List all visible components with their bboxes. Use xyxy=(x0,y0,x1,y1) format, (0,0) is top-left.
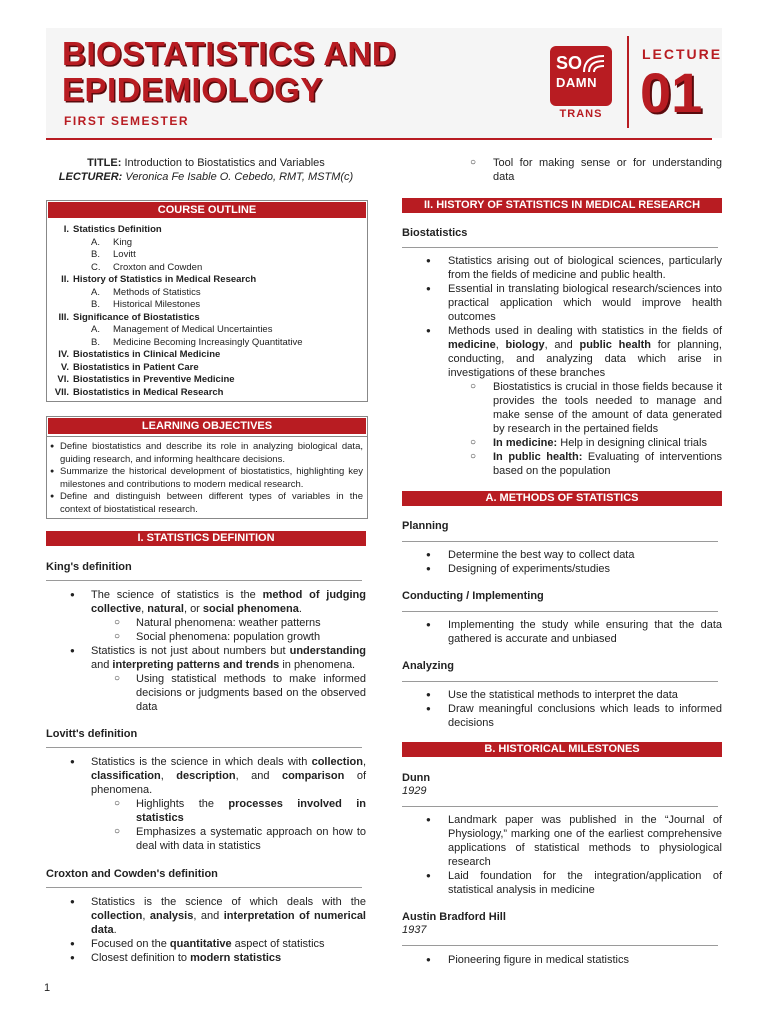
logo-line-1: SO xyxy=(556,53,583,73)
list-item: ● Define and distinguish between different types of variables in the context of biostatistical research. xyxy=(47,491,363,516)
list-item: ○ Biostatistics is crucial in those fields because it provides the tools needed to manage and make sense of the amount of data generated by research in the pertained fields xyxy=(402,380,722,436)
conducting-title: Conducting / Implementing xyxy=(402,590,544,602)
hill-title: Austin Bradford Hill xyxy=(402,911,506,923)
title-value: Introduction to Biostatistics and Variables xyxy=(124,157,325,169)
list-item: ○ Highlights the processes involved in statistics xyxy=(46,797,366,825)
lecturer-value: Veronica Fe Isable O. Cebedo, RMT, MSTM(c) xyxy=(125,171,354,183)
hill-rule xyxy=(402,945,718,946)
planning-list xyxy=(402,548,722,576)
analyzing-list xyxy=(402,688,722,730)
page-number: 1 xyxy=(44,982,51,994)
outline-subitem: A. Methods of Statistics xyxy=(91,286,201,298)
learning-objectives-list xyxy=(47,437,367,516)
list-item: ○ Tool for making sense or for understanding data xyxy=(402,156,722,184)
learning-objectives-heading: LEARNING OBJECTIVES xyxy=(48,418,366,434)
list-item: ● Determine the best way to collect data xyxy=(402,548,722,562)
outline-item: VII. Biostatistics in Medical Research xyxy=(54,386,224,398)
methods-heading: A. METHODS OF STATISTICS xyxy=(402,491,722,506)
list-item: ● Landmark paper was published in the “Journal of Physiology,” marking one of the earliest comprehensive applications of statistical methods to physiological research xyxy=(402,813,722,869)
outline-item: I. Statistics Definition xyxy=(63,224,162,235)
list-item: ● Statistics arising out of biological sciences, particularly from the fields of medicine and public health. xyxy=(402,254,722,282)
list-item: ● Define biostatistics and describe its role in analyzing biological data, guiding research, and informing healthcare decisions. xyxy=(47,441,363,466)
list-item: ● Focused on the quantitative aspect of statistics xyxy=(46,937,366,951)
semester-label: FIRST SEMESTER xyxy=(64,114,190,128)
hill-list xyxy=(402,953,722,967)
dunn-year: 1929 xyxy=(402,785,427,797)
lecture-number: 01 xyxy=(640,61,703,124)
lovitt-rule xyxy=(46,747,362,748)
lovitt-title: Lovitt's definition xyxy=(46,728,138,740)
list-item: ● Essential in translating biological research/sciences into practical application which would improve health outcomes xyxy=(402,282,722,324)
title-label: TITLE: xyxy=(87,157,122,169)
dunn-title: Dunn xyxy=(402,772,431,784)
outline-item: III. Significance of Biostatistics xyxy=(58,311,200,323)
learning-objectives-box xyxy=(46,416,368,519)
dunn-list xyxy=(402,813,722,897)
list-item: ● Laid foundation for the integration/application of statistical analysis in medicine xyxy=(402,869,722,897)
outline-item: II. History of Statistics in Medical Research xyxy=(61,274,257,285)
biostatistics-rule xyxy=(402,247,718,248)
course-outline-heading: COURSE OUTLINE xyxy=(48,202,366,218)
list-item: ● The science of statistics is the method of judging collective, natural, or social phenomena. xyxy=(46,588,366,616)
analyzing-title: Analyzing xyxy=(402,660,454,672)
list-item: ● Designing of experiments/studies xyxy=(402,562,722,576)
section-1-heading: I. STATISTICS DEFINITION xyxy=(46,531,366,546)
conducting-list xyxy=(402,618,722,646)
lovitt-list xyxy=(46,755,366,853)
hill-year: 1937 xyxy=(402,924,427,936)
croxton-title: Croxton and Cowden's definition xyxy=(46,868,218,880)
croxton-rule xyxy=(46,887,362,888)
dunn-rule xyxy=(402,806,718,807)
list-item: ● Pioneering figure in medical statistics xyxy=(402,953,722,967)
meta-title xyxy=(46,156,366,170)
header-divider xyxy=(627,36,629,128)
list-item: ○ Emphasizes a systematic approach on how to deal with data in statistics xyxy=(46,825,366,853)
list-item: ● Draw meaningful conclusions which leads to informed decisions xyxy=(402,702,722,730)
biostatistics-list xyxy=(402,254,722,478)
king-title: King's definition xyxy=(46,561,132,573)
lecturer-label: LECTURER: xyxy=(58,171,123,183)
milestones-heading: B. HISTORICAL MILESTONES xyxy=(402,742,722,757)
outline-subitem: C. Croxton and Cowden xyxy=(91,261,203,273)
outline-item: IV. Biostatistics in Clinical Medicine xyxy=(58,349,221,360)
planning-title: Planning xyxy=(402,520,449,532)
croxton-list xyxy=(46,895,366,965)
continued-list xyxy=(402,156,722,184)
list-item: ● Summarize the historical development of biostatistics, highlighting key milestones and contributions to modern medical research. xyxy=(47,466,363,491)
section-2-heading: II. HISTORY OF STATISTICS IN MEDICAL RESEARCH xyxy=(402,198,722,213)
logo-line-2: DAMN xyxy=(556,75,597,90)
meta-lecturer xyxy=(46,170,366,184)
signal-wave-icon xyxy=(582,52,608,74)
list-item: ○ In public health: Evaluating of interventions based on the population xyxy=(402,450,722,478)
lecture-label: LECTURE xyxy=(642,46,723,62)
logo-caption: TRANS xyxy=(559,108,603,120)
course-outline-list xyxy=(47,219,367,399)
list-item: ○ Natural phenomena: weather patterns xyxy=(46,616,366,630)
list-item: ● Methods used in dealing with statistics in the fields of medicine, biology, and public health for planning, conducting, and analyzing data which arise in investigations of these branches xyxy=(402,324,722,380)
document-title xyxy=(62,36,396,108)
title-line-1: BIOSTATISTICS AND xyxy=(62,35,397,72)
king-list xyxy=(46,588,366,714)
list-item: ● Closest definition to modern statistics xyxy=(46,951,366,965)
list-item: ○ Using statistical methods to make informed decisions or judgments based on the observed data xyxy=(46,672,366,714)
course-outline-box xyxy=(46,200,368,402)
outline-subitem: B. Historical Milestones xyxy=(91,299,201,310)
conducting-rule xyxy=(402,611,718,612)
list-item: ● Statistics is the science in which deals with collection, classification, description, and comparison of phenomena. xyxy=(46,755,366,797)
outline-subitem: A. Management of Medical Uncertainties xyxy=(91,324,273,335)
list-item: ● Implementing the study while ensuring that the data gathered is accurate and unbiased xyxy=(402,618,722,646)
outline-subitem: B. Lovitt xyxy=(91,249,136,260)
list-item: ● Use the statistical methods to interpret the data xyxy=(402,688,722,702)
king-rule xyxy=(46,580,362,581)
outline-subitem: B. Medicine Becoming Increasingly Quantitative xyxy=(91,336,303,348)
list-item: ● Statistics is the science of which deals with the collection, analysis, and interpretation of numerical data. xyxy=(46,895,366,937)
outline-subitem: A. King xyxy=(91,236,133,248)
planning-rule xyxy=(402,541,718,542)
list-item: ○ In medicine: Help in designing clinical trials xyxy=(402,436,722,450)
outline-item: VI. Biostatistics in Preventive Medicine xyxy=(57,374,235,385)
outline-item: V. Biostatistics in Patient Care xyxy=(60,361,199,373)
sodamn-logo xyxy=(550,46,612,106)
header-bottom-rule xyxy=(46,138,712,140)
analyzing-rule xyxy=(402,681,718,682)
title-line-2: EPIDEMIOLOGY xyxy=(62,71,323,108)
list-item: ● Statistics is not just about numbers but understanding and interpreting patterns and trends in phenomena. xyxy=(46,644,366,672)
biostatistics-title: Biostatistics xyxy=(402,227,468,239)
list-item: ○ Social phenomena: population growth xyxy=(46,630,366,644)
